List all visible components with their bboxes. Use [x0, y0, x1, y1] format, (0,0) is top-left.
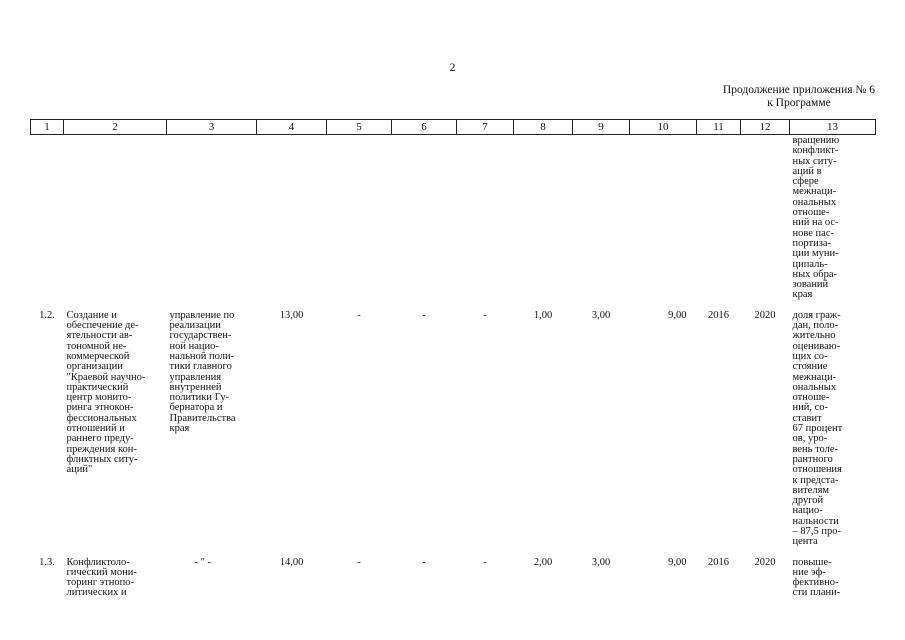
start-year-cell: 2016	[708, 309, 729, 321]
column-header: 13	[790, 120, 876, 135]
program-table	[30, 119, 876, 601]
row-number: 1.2.	[39, 309, 55, 321]
measure-name-cell: Создание и обеспечение де- ятельности ав- тономной не- коммерческой организации "Краевой научно- практический центр монито- ринга этнокон- фессиональных отношений и раннего преду- преждения кон- фликтных ситу- аций"	[66, 309, 146, 476]
value-cell: 9,00	[668, 556, 687, 568]
column-number-row	[31, 120, 876, 135]
continued-row	[31, 135, 876, 303]
column-header: 10	[630, 120, 697, 135]
value-cell: 9,00	[668, 309, 687, 321]
value-cell: -	[483, 309, 487, 321]
column-header: 4	[257, 120, 327, 135]
value-cell: 3,00	[591, 556, 611, 568]
executor-cell: управление по реализации государствен- ной нацио- нальной поли- тики главного управления внутренней политики Гу- бернатора и Правительства края	[169, 309, 236, 435]
appendix-caption	[723, 84, 875, 110]
result-cell: доля граж- дан, поло- жительно оцениваю- щих со- стояние межнаци- ональных отноше- ний, со- ставит 67 процент ов, уро- вень толе- рантного отношения к предста- вителям другой нацио- нальности – 87,5 про- цента	[792, 309, 843, 548]
column-header: 7	[457, 120, 514, 135]
measure-name-cell: Конфликтоло- гический мони- торинг этнопо- литических и	[66, 556, 137, 599]
column-header: 2	[64, 120, 167, 135]
column-header: 9	[573, 120, 630, 135]
end-year-cell: 2020	[754, 309, 776, 321]
value-cell: -	[357, 556, 361, 568]
appendix-line-1: Продолжение приложения № 6	[722, 84, 875, 96]
column-header: 12	[741, 120, 790, 135]
table-row	[31, 550, 876, 601]
table-row	[31, 303, 876, 550]
value-cell: 13,00	[279, 309, 304, 321]
value-cell: -	[357, 309, 361, 321]
value-cell: 1,00	[533, 309, 553, 321]
value-cell: 3,00	[591, 309, 611, 321]
result-cell: вращению конфликт- ных ситу- аций в сфере межнаци- ональных отноше- ний на ос- нове пас- портиза- ции муни- ципаль- ных обра- зований края	[792, 135, 840, 301]
value-cell: -	[422, 309, 426, 321]
result-cell: повыше- ние эф- фективно- сти плани-	[792, 556, 841, 599]
column-header: 6	[392, 120, 457, 135]
column-header: 5	[327, 120, 392, 135]
row-number: 1.3.	[39, 556, 55, 568]
column-header: 3	[167, 120, 257, 135]
value-cell: -	[483, 556, 487, 568]
appendix-line-2: к Программе	[767, 97, 831, 109]
value-cell: 2,00	[533, 556, 553, 568]
column-header: 8	[514, 120, 573, 135]
column-header: 11	[697, 120, 741, 135]
end-year-cell: 2020	[754, 556, 776, 568]
executor-cell: - " -	[194, 556, 212, 568]
value-cell: -	[422, 556, 426, 568]
column-header: 1	[31, 120, 64, 135]
page-number: 2	[449, 60, 456, 74]
value-cell: 14,00	[279, 556, 304, 568]
start-year-cell: 2016	[708, 556, 729, 568]
